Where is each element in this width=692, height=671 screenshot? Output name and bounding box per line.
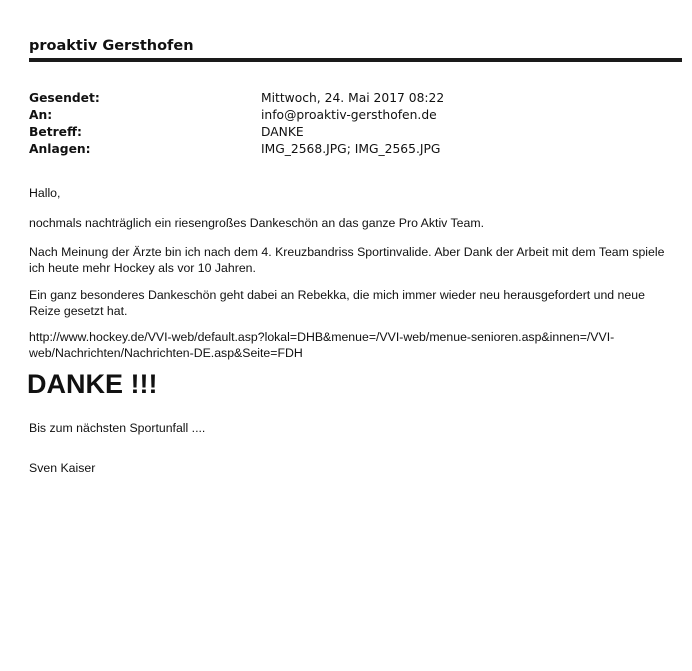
meta-label-attachments: Anlagen: [29,142,91,156]
meta-value-sent: Mittwoch, 24. Mai 2017 08:22 [261,91,445,105]
meta-label-sent: Gesendet: [29,91,100,105]
meta-value-attachments: IMG_2568.JPG; IMG_2565.JPG [261,142,441,156]
meta-label-subject: Betreff: [29,125,82,139]
header-divider [29,58,682,62]
paragraph-rebekka-line-2: Reize gesetzt hat. [29,304,128,318]
greeting: Hallo, [29,186,61,200]
closing-line: Bis zum nächsten Sportunfall .... [29,421,206,435]
sender-title: proaktiv Gersthofen [29,38,194,54]
paragraph-injury-line-1: Nach Meinung der Ärzte bin ich nach dem 4. Kreuzbandriss Sportinvalide. Aber Dank der Arbeit mit dem Team spiele [29,245,665,259]
meta-value-to: info@proaktiv-gersthofen.de [261,108,437,122]
paragraph-injury-line-2: ich heute mehr Hockey als vor 10 Jahren. [29,261,256,275]
big-thanks-heading: DANKE !!! [27,369,158,399]
paragraph-thanks: nochmals nachträglich ein riesengroßes Dankeschön an das ganze Pro Aktiv Team. [29,216,485,230]
signature: Sven Kaiser [29,461,96,475]
meta-label-to: An: [29,108,53,122]
hockey-link-line-2[interactable]: web/Nachrichten/Nachrichten-DE.asp&Seite=FDH [29,346,303,360]
paragraph-rebekka-line-1: Ein ganz besonderes Dankeschön geht dabei an Rebekka, die mich immer wieder neu herausgefordert und neue [29,288,645,302]
meta-value-subject: DANKE [261,125,304,139]
hockey-link-line-1[interactable]: http://www.hockey.de/VVI-web/default.asp?lokal=DHB&menue=/VVI-web/menue-senioren.asp&innen=/VVI- [29,330,615,344]
